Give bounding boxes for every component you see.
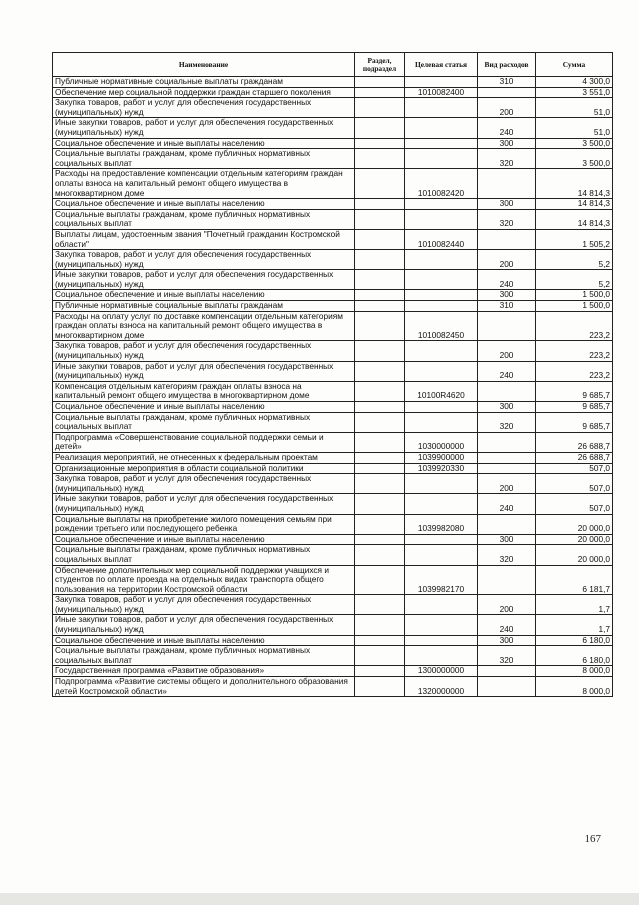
cell-sum: 26 688,7 xyxy=(536,432,613,452)
cell-sum: 4 300,0 xyxy=(536,77,613,88)
cell-section xyxy=(355,199,405,210)
header-name: Наименование xyxy=(53,53,355,77)
table-row xyxy=(53,402,613,413)
cell-name: Социальные выплаты гражданам, кроме публичных нормативных социальных выплат xyxy=(53,545,355,565)
cell-target: 1300000000 xyxy=(405,666,478,677)
cell-sum: 507,0 xyxy=(536,494,613,514)
table-row xyxy=(53,77,613,88)
cell-target: 1039982080 xyxy=(405,514,478,534)
cell-target: 1010082400 xyxy=(405,87,478,98)
table-row xyxy=(53,341,613,361)
cell-kind: 200 xyxy=(478,98,536,118)
cell-sum: 9 685,7 xyxy=(536,381,613,401)
cell-sum: 6 180,0 xyxy=(536,635,613,646)
cell-target xyxy=(405,402,478,413)
table-body xyxy=(53,77,613,697)
cell-name: Закупка товаров, работ и услуг для обеспечения государственных (муниципальных) нужд xyxy=(53,341,355,361)
cell-name: Социальные выплаты гражданам, кроме публичных нормативных социальных выплат xyxy=(53,412,355,432)
cell-sum: 1 500,0 xyxy=(536,290,613,301)
table-row xyxy=(53,118,613,138)
cell-section xyxy=(355,646,405,666)
cell-target xyxy=(405,341,478,361)
cell-target xyxy=(405,118,478,138)
cell-target: 1039920330 xyxy=(405,463,478,474)
table-row xyxy=(53,169,613,199)
cell-kind: 200 xyxy=(478,595,536,615)
cell-kind: 240 xyxy=(478,494,536,514)
cell-target xyxy=(405,646,478,666)
cell-sum: 6 181,7 xyxy=(536,565,613,595)
cell-name: Закупка товаров, работ и услуг для обеспечения государственных (муниципальных) нужд xyxy=(53,595,355,615)
cell-section xyxy=(355,270,405,290)
cell-kind: 240 xyxy=(478,615,536,635)
scan-bottom-band xyxy=(0,893,639,905)
cell-section xyxy=(355,341,405,361)
table-row xyxy=(53,98,613,118)
cell-sum: 9 685,7 xyxy=(536,412,613,432)
cell-name: Государственная программа «Развитие образования» xyxy=(53,666,355,677)
table-row xyxy=(53,646,613,666)
cell-sum: 3 500,0 xyxy=(536,149,613,169)
cell-target xyxy=(405,412,478,432)
table-row xyxy=(53,381,613,401)
cell-section xyxy=(355,311,405,341)
table-row xyxy=(53,565,613,595)
cell-section xyxy=(355,98,405,118)
cell-target: 1010082450 xyxy=(405,311,478,341)
cell-sum: 14 814,3 xyxy=(536,199,613,210)
header-section: Раздел, подраздел xyxy=(355,53,405,77)
cell-section xyxy=(355,250,405,270)
table-row xyxy=(53,432,613,452)
cell-target xyxy=(405,474,478,494)
table-row xyxy=(53,635,613,646)
table-row xyxy=(53,545,613,565)
cell-name: Публичные нормативные социальные выплаты гражданам xyxy=(53,77,355,88)
cell-sum: 8 000,0 xyxy=(536,677,613,697)
header-kind: Вид расходов xyxy=(478,53,536,77)
cell-name: Социальное обеспечение и иные выплаты населению xyxy=(53,534,355,545)
cell-section xyxy=(355,432,405,452)
cell-name: Социальное обеспечение и иные выплаты населению xyxy=(53,290,355,301)
cell-sum: 507,0 xyxy=(536,463,613,474)
table-row xyxy=(53,494,613,514)
cell-kind: 300 xyxy=(478,635,536,646)
cell-kind xyxy=(478,666,536,677)
cell-name: Социальные выплаты гражданам, кроме публичных нормативных социальных выплат xyxy=(53,646,355,666)
cell-target: 1039982170 xyxy=(405,565,478,595)
cell-sum: 1 500,0 xyxy=(536,301,613,312)
table-row xyxy=(53,250,613,270)
cell-kind xyxy=(478,432,536,452)
cell-section xyxy=(355,149,405,169)
cell-name: Обеспечение дополнительных мер социальной поддержки учащихся и студентов по оплате проезда на отдельных видах транспорта общего пользования на территории Костромской области xyxy=(53,565,355,595)
table-row xyxy=(53,138,613,149)
table-row xyxy=(53,270,613,290)
cell-section xyxy=(355,545,405,565)
cell-name: Публичные нормативные социальные выплаты гражданам xyxy=(53,301,355,312)
cell-kind: 200 xyxy=(478,341,536,361)
cell-kind: 240 xyxy=(478,270,536,290)
cell-kind: 300 xyxy=(478,534,536,545)
cell-kind xyxy=(478,463,536,474)
cell-kind xyxy=(478,169,536,199)
cell-sum: 51,0 xyxy=(536,98,613,118)
cell-name: Подпрограмма «Развитие системы общего и дополнительного образования детей Костромской области» xyxy=(53,677,355,697)
cell-target: 1010082420 xyxy=(405,169,478,199)
cell-section xyxy=(355,381,405,401)
table-row xyxy=(53,301,613,312)
cell-section xyxy=(355,290,405,301)
cell-kind: 300 xyxy=(478,138,536,149)
page-number: 167 xyxy=(584,833,601,845)
cell-sum: 14 814,3 xyxy=(536,169,613,199)
cell-kind: 310 xyxy=(478,301,536,312)
cell-section xyxy=(355,595,405,615)
cell-kind: 300 xyxy=(478,402,536,413)
cell-sum: 3 551,0 xyxy=(536,87,613,98)
cell-sum: 14 814,3 xyxy=(536,209,613,229)
cell-sum: 20 000,0 xyxy=(536,534,613,545)
cell-kind xyxy=(478,677,536,697)
table-row xyxy=(53,209,613,229)
cell-section xyxy=(355,635,405,646)
cell-kind xyxy=(478,381,536,401)
cell-section xyxy=(355,677,405,697)
cell-name: Иные закупки товаров, работ и услуг для обеспечения государственных (муниципальных) нужд xyxy=(53,270,355,290)
cell-kind: 240 xyxy=(478,361,536,381)
cell-section xyxy=(355,402,405,413)
cell-kind xyxy=(478,514,536,534)
cell-section xyxy=(355,452,405,463)
cell-kind: 320 xyxy=(478,209,536,229)
table-row xyxy=(53,463,613,474)
cell-target xyxy=(405,270,478,290)
cell-name: Иные закупки товаров, работ и услуг для обеспечения государственных (муниципальных) нужд xyxy=(53,361,355,381)
cell-name: Социальные выплаты гражданам, кроме публичных нормативных социальных выплат xyxy=(53,149,355,169)
cell-name: Выплаты лицам, удостоенным звания "Почетный гражданин Костромской области" xyxy=(53,229,355,249)
cell-sum: 507,0 xyxy=(536,474,613,494)
cell-name: Иные закупки товаров, работ и услуг для обеспечения государственных (муниципальных) нужд xyxy=(53,118,355,138)
cell-name: Закупка товаров, работ и услуг для обеспечения государственных (муниципальных) нужд xyxy=(53,98,355,118)
cell-sum: 1 505,2 xyxy=(536,229,613,249)
cell-name: Обеспечение мер социальной поддержки граждан старшего поколения xyxy=(53,87,355,98)
cell-kind: 300 xyxy=(478,290,536,301)
cell-kind: 200 xyxy=(478,474,536,494)
cell-target xyxy=(405,98,478,118)
table-row xyxy=(53,677,613,697)
cell-section xyxy=(355,494,405,514)
table-row xyxy=(53,534,613,545)
cell-section xyxy=(355,169,405,199)
cell-kind: 300 xyxy=(478,199,536,210)
cell-section xyxy=(355,534,405,545)
cell-sum: 20 000,0 xyxy=(536,514,613,534)
table-row xyxy=(53,412,613,432)
table-row xyxy=(53,452,613,463)
budget-table xyxy=(52,52,613,697)
cell-kind xyxy=(478,311,536,341)
cell-target: 10100R4620 xyxy=(405,381,478,401)
table-row xyxy=(53,199,613,210)
cell-name: Расходы на оплату услуг по доставке компенсации отдельным категориям граждан оплаты взноса на капитальный ремонт общего имущества в многоквартирном доме xyxy=(53,311,355,341)
cell-kind xyxy=(478,565,536,595)
table-header xyxy=(53,53,613,77)
cell-kind: 320 xyxy=(478,545,536,565)
cell-target: 1010082440 xyxy=(405,229,478,249)
cell-kind: 320 xyxy=(478,149,536,169)
cell-name: Подпрограмма «Совершенствование социальной поддержки семьи и детей» xyxy=(53,432,355,452)
cell-sum: 26 688,7 xyxy=(536,452,613,463)
cell-sum: 1,7 xyxy=(536,615,613,635)
cell-section xyxy=(355,138,405,149)
table-row xyxy=(53,290,613,301)
cell-section xyxy=(355,615,405,635)
header-target: Целевая статья xyxy=(405,53,478,77)
cell-section xyxy=(355,229,405,249)
table-row xyxy=(53,229,613,249)
table-row xyxy=(53,666,613,677)
cell-target xyxy=(405,534,478,545)
cell-section xyxy=(355,118,405,138)
cell-target: 1320000000 xyxy=(405,677,478,697)
cell-sum: 51,0 xyxy=(536,118,613,138)
cell-kind xyxy=(478,452,536,463)
cell-section xyxy=(355,565,405,595)
cell-target xyxy=(405,635,478,646)
cell-target xyxy=(405,595,478,615)
cell-kind: 320 xyxy=(478,412,536,432)
cell-kind: 200 xyxy=(478,250,536,270)
table-row xyxy=(53,361,613,381)
table-row xyxy=(53,311,613,341)
cell-sum: 6 180,0 xyxy=(536,646,613,666)
cell-name: Социальные выплаты гражданам, кроме публичных нормативных социальных выплат xyxy=(53,209,355,229)
cell-sum: 223,2 xyxy=(536,341,613,361)
table-row xyxy=(53,595,613,615)
cell-name: Компенсация отдельным категориям граждан оплаты взноса на капитальный ремонт общего имущества в многоквартирном доме xyxy=(53,381,355,401)
cell-name: Закупка товаров, работ и услуг для обеспечения государственных (муниципальных) нужд xyxy=(53,250,355,270)
cell-sum: 3 500,0 xyxy=(536,138,613,149)
table-row xyxy=(53,514,613,534)
cell-section xyxy=(355,463,405,474)
cell-section xyxy=(355,666,405,677)
header-sum: Сумма xyxy=(536,53,613,77)
cell-section xyxy=(355,209,405,229)
cell-target: 1030000000 xyxy=(405,432,478,452)
cell-kind: 310 xyxy=(478,77,536,88)
cell-sum: 223,2 xyxy=(536,361,613,381)
cell-section xyxy=(355,361,405,381)
table-row xyxy=(53,87,613,98)
cell-name: Социальные выплаты на приобретение жилого помещения семьям при рождении третьего или последующего ребенка xyxy=(53,514,355,534)
cell-kind: 240 xyxy=(478,118,536,138)
cell-sum: 5,2 xyxy=(536,250,613,270)
cell-name: Иные закупки товаров, работ и услуг для обеспечения государственных (муниципальных) нужд xyxy=(53,494,355,514)
cell-section xyxy=(355,301,405,312)
cell-sum: 9 685,7 xyxy=(536,402,613,413)
cell-name: Иные закупки товаров, работ и услуг для обеспечения государственных (муниципальных) нужд xyxy=(53,615,355,635)
cell-target xyxy=(405,361,478,381)
cell-name: Реализация мероприятий, не отнесенных к федеральным проектам xyxy=(53,452,355,463)
cell-kind: 320 xyxy=(478,646,536,666)
cell-target xyxy=(405,250,478,270)
cell-target xyxy=(405,615,478,635)
cell-sum: 20 000,0 xyxy=(536,545,613,565)
cell-name: Социальное обеспечение и иные выплаты населению xyxy=(53,635,355,646)
cell-target xyxy=(405,77,478,88)
cell-name: Социальное обеспечение и иные выплаты населению xyxy=(53,402,355,413)
cell-target xyxy=(405,494,478,514)
cell-name: Социальное обеспечение и иные выплаты населению xyxy=(53,199,355,210)
cell-target xyxy=(405,545,478,565)
cell-sum: 5,2 xyxy=(536,270,613,290)
cell-sum: 8 000,0 xyxy=(536,666,613,677)
cell-target xyxy=(405,149,478,169)
cell-section xyxy=(355,514,405,534)
cell-target xyxy=(405,138,478,149)
cell-name: Организационные мероприятия в области социальной политики xyxy=(53,463,355,474)
cell-section xyxy=(355,77,405,88)
table-row xyxy=(53,474,613,494)
table-row xyxy=(53,615,613,635)
cell-target xyxy=(405,209,478,229)
cell-section xyxy=(355,474,405,494)
cell-target xyxy=(405,301,478,312)
cell-name: Закупка товаров, работ и услуг для обеспечения государственных (муниципальных) нужд xyxy=(53,474,355,494)
cell-target xyxy=(405,290,478,301)
table-row xyxy=(53,149,613,169)
cell-target: 1039900000 xyxy=(405,452,478,463)
cell-kind xyxy=(478,87,536,98)
cell-section xyxy=(355,87,405,98)
cell-sum: 1,7 xyxy=(536,595,613,615)
cell-name: Социальное обеспечение и иные выплаты населению xyxy=(53,138,355,149)
cell-kind xyxy=(478,229,536,249)
cell-target xyxy=(405,199,478,210)
cell-section xyxy=(355,412,405,432)
cell-name: Расходы на предоставление компенсации отдельным категориям граждан оплаты взноса на капитальный ремонт общего имущества в многоквартирном доме xyxy=(53,169,355,199)
cell-sum: 223,2 xyxy=(536,311,613,341)
